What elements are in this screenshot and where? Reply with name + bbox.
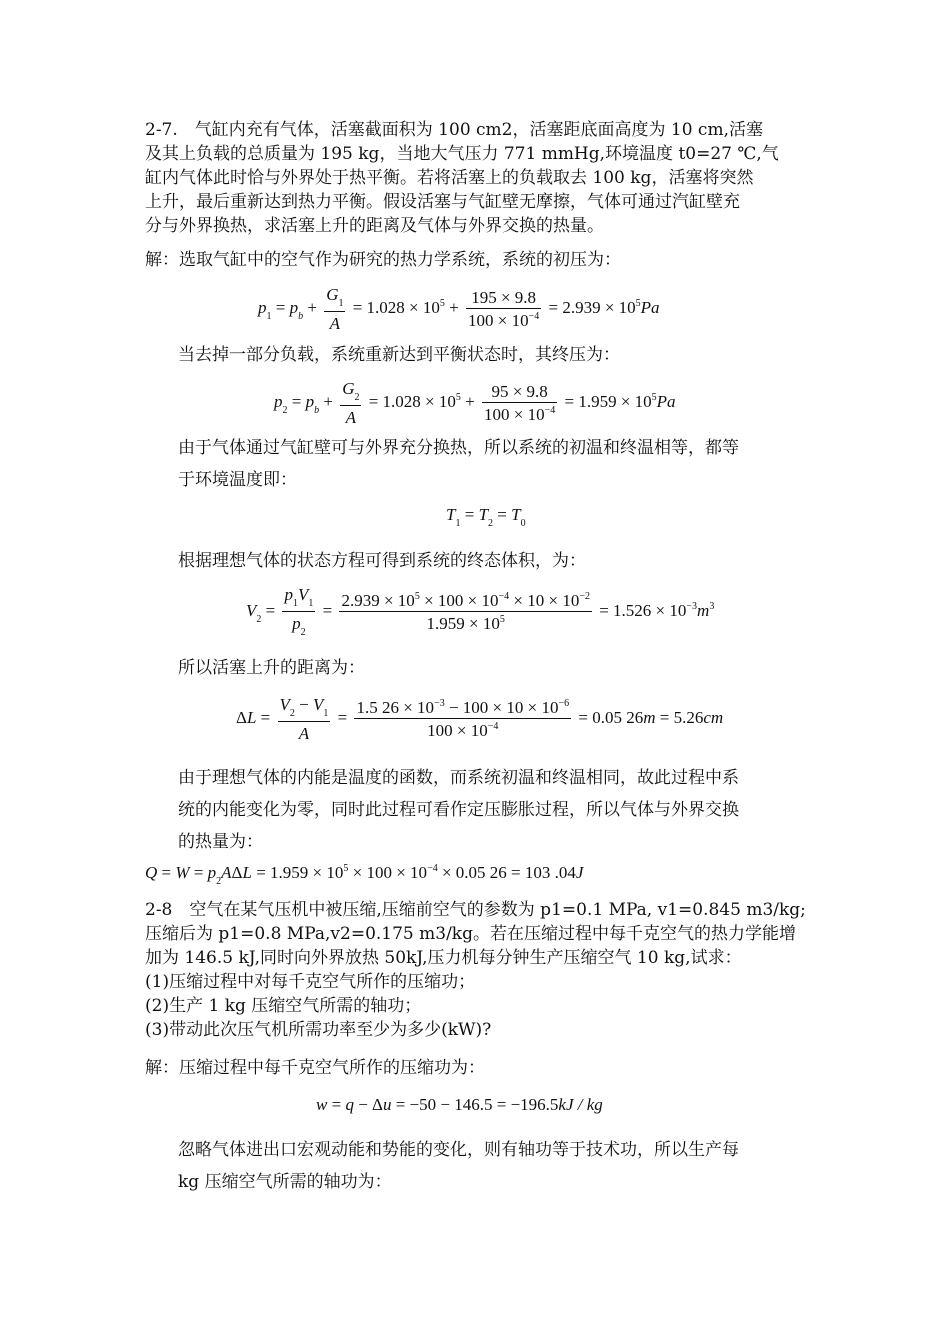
equation-heat: $Q = W = p_2A\Delta L = 1.959 \times 10^5 \times 100 \times 10^{-4} \times 0.05$ 26 = 103 .04J (145, 863, 584, 887)
shaft-work-text: 忽略气体进出口宏观动能和势能的变化，则有轴功等于技术功，所以生产每 kg 压缩空气所需的轴功为： (178, 1140, 739, 1192)
solution-2-8-intro: 解：压缩过程中每千克空气所作的压缩功为： (145, 1058, 485, 1078)
problem-line: 上升，最后重新达到热力平衡。假设活塞与气缸壁无摩擦，气体可通过汽缸壁充 (145, 192, 740, 212)
temperature-text: 由于气体通过气缸壁可与外界充分换热，所以系统的初温和终温相等，都等 于环境温度即： (178, 438, 739, 490)
equation-p1: $p_1 = p_b$ + $\frac{G_1}{A}$ = $1.028 \times 10^5$ + $\frac{195 \times 9.8}{100 \times 10^{-4}}$ = $2.939 \times 10^5Pa$ (258, 285, 660, 333)
distance-intro: 所以活塞上升的距离为： (178, 658, 365, 678)
problem-2-7-statement (145, 118, 810, 238)
equation-p2: $p_2 = p_b$ + $\frac{G_2}{A}$ = $1.028 \times 10^5$ + $\frac{95 \times 9.8}{100 \times 10^{-4}}$ = $1.959 \times 10^5Pa$ (274, 379, 676, 427)
solution-intro: 解：选取气缸中的空气作为研究的热力学系统，系统的初压为： (145, 250, 621, 270)
volume-intro: 根据理想气体的状态方程可得到系统的终态体积，为： (178, 551, 586, 571)
equation-temps: $T_1 = T_2 = T_0$ (446, 505, 526, 529)
problem-line: 及其上负载的总质量为 195 kg，当地大气压力 771 mmHg,环境温度 t0=27 ℃,气 (145, 144, 779, 164)
problem-line: 2-7. 气缸内充有气体，活塞截面积为 100 cm2，活塞距底面高度为 10 cm,活塞 (145, 120, 763, 140)
after-p1-text: 当去掉一部分负载，系统重新达到平衡状态时，其终压为： (178, 345, 620, 365)
problem-line: 缸内气体此时恰与外界处于热平衡。若将活塞上的负载取去 100 kg，活塞将突然 (145, 168, 754, 188)
question-1: (1)压缩过程中对每千克空气所作的压缩功； (145, 972, 476, 992)
question-2: (2)生产 1 kg 压缩空气所需的轴功； (145, 996, 422, 1016)
question-3: (3)带动此次压气机所需功率至少为多少(kW)? (145, 1020, 492, 1040)
equation-work: w = q − Δu = −50 − 146.5 = −196.5kJ / kg (316, 1095, 603, 1114)
heat-text: 由于理想气体的内能是温度的函数，而系统初温和终温相同，故此过程中系 统的内能变化为零，同时此过程可看作定压膨胀过程，所以气体与外界交换 的热量为： (178, 768, 739, 852)
equation-delta-l: ΔL = $\frac{V_2 - V_1}{A}$ = $\frac{1.5 26 \times 10^{-3} - 100 \times 10 \times 10^{-6}}{100 \times 10^{-4}}$ = 0.05 26m = 5.26cm (236, 695, 724, 743)
problem-line: 分与外界换热，求活塞上升的距离及气体与外界交换的热量。 (145, 216, 604, 236)
problem-2-8-statement: 2-8 空气在某气压机中被压缩,压缩前空气的参数为 p1=0.1 MPa, v1=0.845 m3/kg; 压缩后为 p1=0.8 MPa,v2=0.175 m3/kg。若在压缩过程中每千克空气的热力学能增 加为 146.5 kJ,同时向外界放热 50kJ,压力机每分钟生产压缩空气 10 kg,试求： (1)压缩过程中对每千克空气所作的压缩功； (2)生产 1 kg 压缩空气所需的轴功； (3)带动此次压气机所需功率至少为多少(kW)? (145, 898, 810, 1042)
equation-v2: $V_2$ = $\frac{p_1V_1}{p_2}$ = $\frac{2.939 \times 10^5 \times 100 \times 10^{-4} \times 10 \times 10^{-2}}{1.959 \times 10^5}$ = $1.526 \times 10^{-3}m^3$ (246, 585, 715, 638)
